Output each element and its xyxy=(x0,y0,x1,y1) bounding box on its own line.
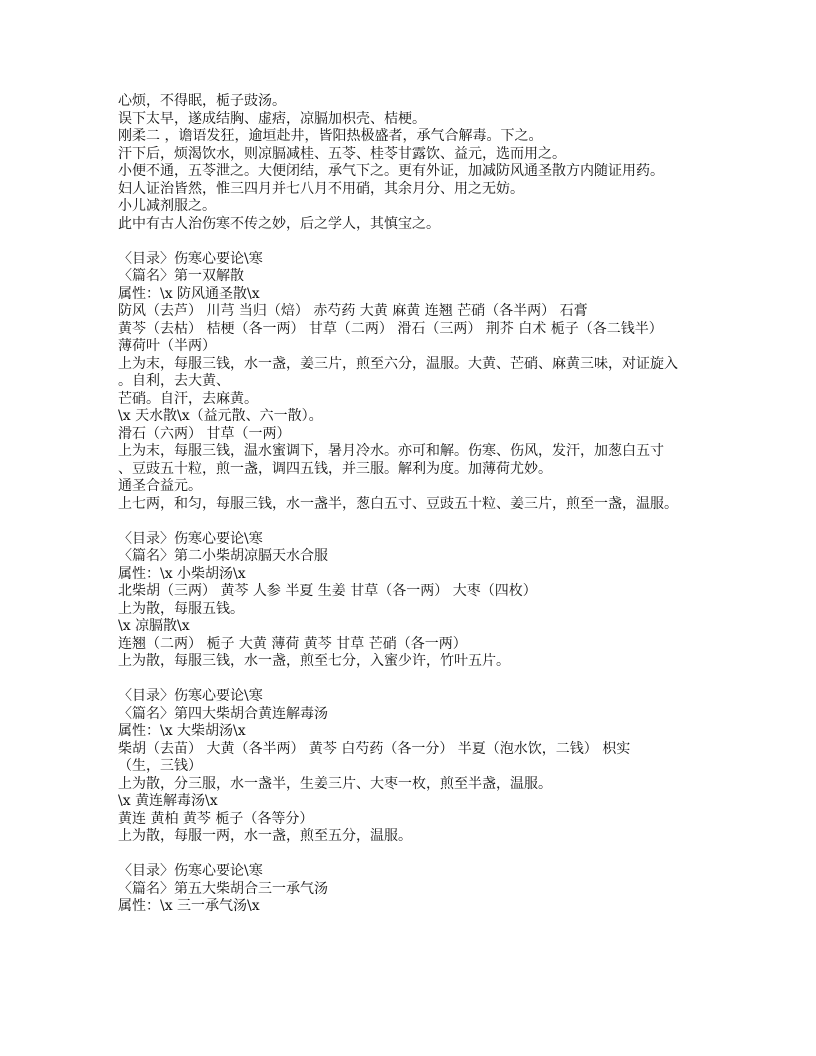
text-line: 此中有古人治伤寒不传之妙，后之学人，其慎宝之。 xyxy=(118,215,440,232)
text-line: 北柴胡（三两） 黄芩 人参 半夏 生姜 甘草（各一两） 大枣（四枚） xyxy=(118,583,537,599)
text-line: 属性：\x 大柴胡汤\x xyxy=(118,723,246,739)
text-line: 属性：\x 三一承气汤\x xyxy=(118,898,260,914)
blank-line xyxy=(118,233,738,251)
text-line: 。自利，去大黄、 xyxy=(118,373,230,389)
text-line: 〈目录〉伤寒心要论\寒 xyxy=(118,530,263,547)
text-line: 属性：\x 防风通圣散\x xyxy=(118,285,260,302)
text-line: 〈篇名〉第四大柴胡合黄连解毒汤 xyxy=(118,705,328,722)
text-line: 上为末，每服三钱，水一盏，姜三片，煎至六分，温服。大黄、芒硝、麻黄三味，对证旋入 xyxy=(118,355,678,372)
text-line: 黄连 黄柏 黄芩 栀子（各等分） xyxy=(118,810,314,827)
text-line: \x 黄连解毒汤\x xyxy=(118,793,218,809)
text-line: \x 凉膈散\x xyxy=(118,618,190,634)
text-line: \x 天水散\x（益元散、六一散）。 xyxy=(118,408,323,424)
text-line: （生，三钱） xyxy=(118,758,202,774)
text-line: 黄芩（去枯） 桔梗（各一两） 甘草（二两） 滑石（三两） 荆芥 白术 栀子（各二钱半） xyxy=(118,320,663,337)
text-line: 小便不通，五苓泄之。大便闭结，承气下之。更有外证，加减防风通圣散方内随证用药。 xyxy=(118,163,664,179)
text-line: 防风（去芦） 川芎 当归（焙） 赤芍药 大黄 麻黄 连翘 芒硝（各半两） 石膏 xyxy=(118,303,588,319)
document-body xyxy=(118,93,738,916)
text-line: 〈目录〉伤寒心要论\寒 xyxy=(118,688,263,704)
text-line: 〈篇名〉第一双解散 xyxy=(118,268,244,284)
text-line: 小儿减剂服之。 xyxy=(118,198,216,214)
text-line: 上为散，每服五钱。 xyxy=(118,600,244,617)
text-line: 〈目录〉伤寒心要论\寒 xyxy=(118,863,263,879)
text-line: 汗下后，烦渴饮水，则凉膈减桂、五苓、桂苓甘露饮、益元，选而用之。 xyxy=(118,145,566,162)
text-line: 通圣合益元。 xyxy=(118,478,202,494)
text-line: 刚柔二 ，谵语发狂，逾垣赴井，皆阳热极盛者，承气合解毒。下之。 xyxy=(118,128,543,144)
text-line: 连翘（二两） 栀子 大黄 薄荷 黄芩 甘草 芒硝（各一两） xyxy=(118,635,467,652)
text-line: 心烦，不得眠，栀子豉汤。 xyxy=(118,93,286,109)
text-line: 〈目录〉伤寒心要论\寒 xyxy=(118,250,263,267)
blank-line xyxy=(118,671,738,689)
text-line: 误下太早，遂成结胸、虚痞，凉膈加枳壳、桔梗。 xyxy=(118,110,426,127)
text-line: 上七两，和匀，每服三钱，水一盏半，葱白五寸、豆豉五十粒、姜三片，煎至一盏，温服。 xyxy=(118,495,678,512)
text-line: 属性：\x 小柴胡汤\x xyxy=(118,565,246,582)
text-line: 〈篇名〉第五大柴胡合三一承气汤 xyxy=(118,880,328,897)
text-line: 上为散，每服一两，水一盏，煎至五分，温服。 xyxy=(118,828,412,844)
text-line: 上为散，每服三钱，水一盏，煎至七分，入蜜少许，竹叶五片。 xyxy=(118,653,510,669)
blank-line xyxy=(118,846,738,864)
text-line: 〈篇名〉第二小柴胡凉膈天水合服 xyxy=(118,548,328,564)
text-line: 上为末，每服三钱，温水蜜调下，暑月冷水。亦可和解。伤寒、伤风，发汗，加葱白五寸 xyxy=(118,443,664,459)
text-line: 上为散，分三服，水一盏半，生姜三片、大枣一枚，煎至半盏，温服。 xyxy=(118,775,552,792)
text-line: 柴胡（去苗） 大黄（各半两） 黄芩 白芍药（各一分） 半夏（泡水饮，二钱） 枳实 xyxy=(118,740,631,757)
blank-line xyxy=(118,513,738,531)
text-line: 芒硝。自汗，去麻黄。 xyxy=(118,390,258,407)
text-line: 滑石（六两） 甘草（一两） xyxy=(118,425,291,442)
text-line: 妇人证治皆然，惟三四月并七八月不用硝，其余月分、用之无妨。 xyxy=(118,180,524,197)
text-line: 薄荷叶（半两） xyxy=(118,338,216,354)
text-line: 、豆豉五十粒，煎一盏，调四五钱，并三服。解利为度。加薄荷尤妙。 xyxy=(118,460,552,477)
